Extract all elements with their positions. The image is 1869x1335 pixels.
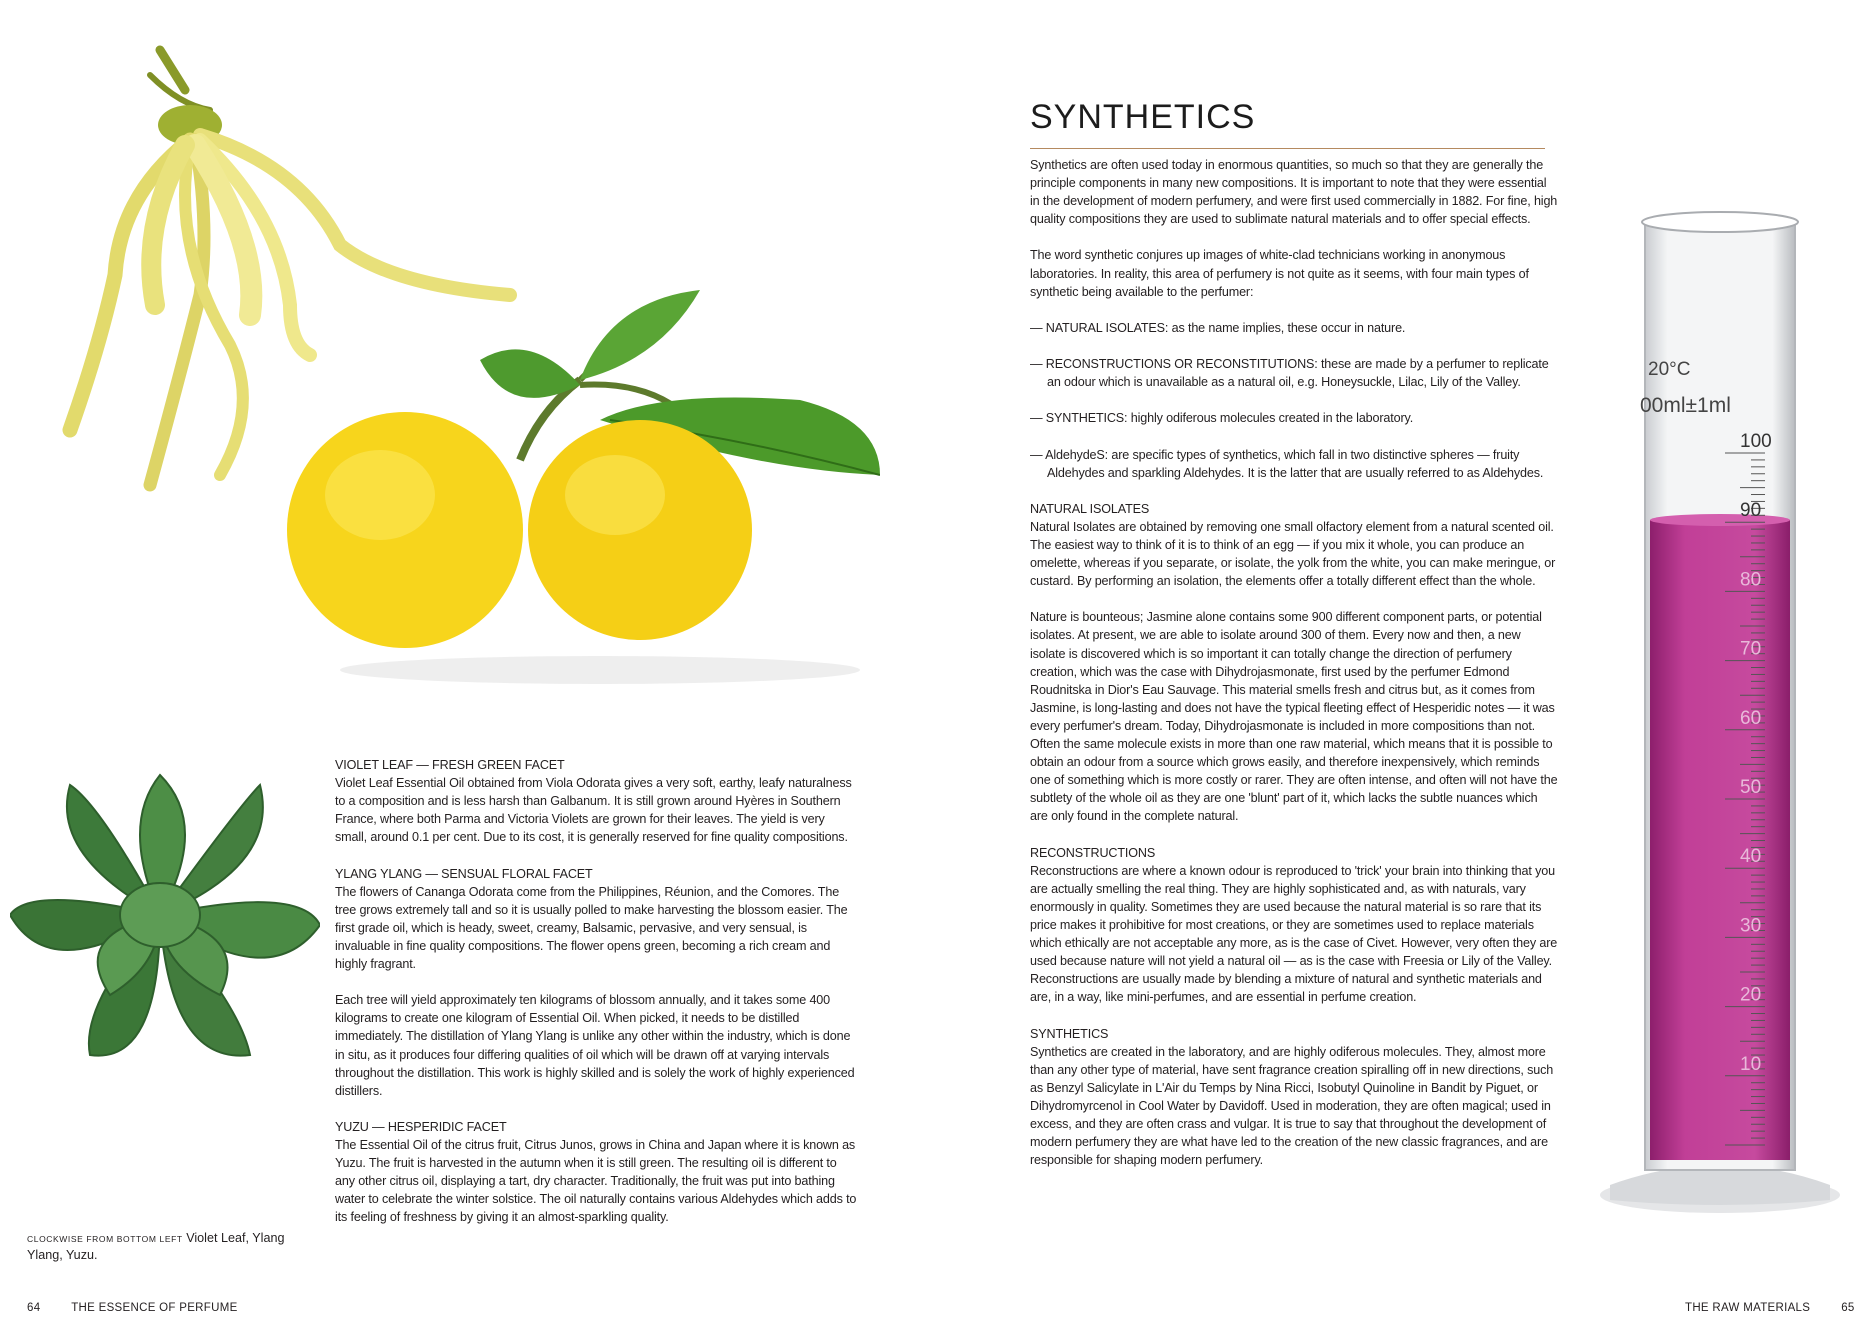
- section-paragraph: Reconstructions are where a known odour is reproduced to 'trick' your brain into thinking that you are actually smelling the real thing. They are highly sophisticated and, as with naturals, vary enormously in quality. Sometimes they are used because the natural material is so rare that its price makes it prohibitive for most creations, or they are sometimes used to replace materials which ethically are not acceptable any more, as is the case of Civet. However, very often they are used because nature will not yield a natural oil — as is the case with Freesia or Lily of the Valley. Reconstructions are usually made by blending a mixture of natural and synthetic materials and are, in a way, like mini-perfumes, and are essential in perfume creation.: [1030, 863, 1558, 1005]
- left-footer: [27, 1302, 238, 1314]
- caption-prefix: CLOCKWISE FROM BOTTOM LEFT: [27, 1234, 183, 1244]
- section-heading: NATURAL ISOLATES: [1030, 501, 1150, 516]
- section-heading: SYNTHETICS: [1030, 1026, 1109, 1041]
- section-paragraph: Nature is bounteous; Jasmine alone contains some 900 different component parts, or potential isolates. At present, we are able to isolate around 300 of them. Every now and then, a new isolate is discovered which is so important it can totally change the direction of perfumery creation, which was the case with Dihydrojasmonate, first used by the perfumer Edmond Roudnitska in Dior's Eau Sauvage. This material smells fresh and citrus but, as it comes from Jasmine, is long-lasting and does not have the typical fleeting effect of Hesperidic notes — it was every perfumer's dream. Today, Dihydrojasmonate is included in more compositions than not. Often the same molecule exists in more than one raw material, which means that it is possible to obtain an odour from a source which grows easily, and therefore inexpensively, which reminds one of something which is more costly or rarer. They are often intense, and often will not have the subtlety of the whole oil as they are one 'blunt' part of it, which lacks the subtle nuances which are only found in the complete natural.: [1030, 610, 1558, 824]
- section-reconstructions: [1030, 844, 1558, 1007]
- type-list-item: — SYNTHETICS: highly odiferous molecules created in the laboratory.: [1030, 411, 1414, 426]
- scale-label: 20: [1740, 984, 1762, 1006]
- title-rule: [1030, 148, 1545, 149]
- facet-heading: YLANG YLANG — SENSUAL FLORAL FACET: [335, 866, 593, 881]
- scale-label: 10: [1740, 1053, 1762, 1075]
- graduated-cylinder-image: [1590, 210, 1850, 1220]
- type-list-item: — NATURAL ISOLATES: as the name implies, these occur in nature.: [1030, 320, 1406, 335]
- page-number-left: 64: [27, 1302, 41, 1314]
- yuzu-fruit-image: [280, 290, 880, 690]
- section-paragraph: Synthetics are created in the laboratory, and are highly odiferous molecules. They, almost more than any other type of material, have sent fragrance creation spiralling off in new directions, such as Benzyl Salicylate in L'Air du Temps by Nina Ricci, Isobutyl Quinoline in Bandit by Piguet, or Dihydromyrcenol in Cool Water by Davidoff. Used in moderation, they are often magical; used in excess, and they are often crass and vulgar. It is true to say that throughout the development of modern perfumery they are what have led to the creation of the new classic fragrances, and are responsible for shaping modern perfumery.: [1030, 1044, 1554, 1168]
- caption-text: Violet Leaf, Ylang Ylang, Yuzu.: [27, 1231, 285, 1262]
- cylinder-volume-label: 00ml±1ml: [1640, 394, 1731, 417]
- scale-label: 60: [1740, 707, 1762, 729]
- synthetics-column: [1030, 156, 1558, 1187]
- page-title: SYNTHETICS: [1030, 98, 1256, 136]
- scale-label: 50: [1740, 777, 1762, 798]
- scale-label: 100: [1740, 431, 1772, 452]
- section-natural-isolates: [1030, 500, 1558, 590]
- facet-violet-leaf: [335, 756, 857, 846]
- running-title-left: THE ESSENCE OF PERFUME: [71, 1302, 238, 1314]
- scale-label: 30: [1740, 915, 1762, 937]
- facet-ylang-ylang-continued: Each tree will yield approximately ten kilograms of blossom annually, and it takes some 400 kilograms to create one kilogram of Essential Oil. When picked, it needs to be distilled immediately. The distillation of Ylang Ylang is unlike any other within the industry, which is done in situ, as it produces four differing qualities of oil which will be drawn off at varying intervals throughout the distillation. This work is highly skilled and is solely the work of highly experienced distillers.: [335, 993, 855, 1098]
- facet-heading: VIOLET LEAF — FRESH GREEN FACET: [335, 758, 565, 772]
- facet-yuzu: [335, 1118, 857, 1227]
- facet-paragraph: Violet Leaf Essential Oil obtained from Viola Odorata gives a very soft, earthy, leafy naturalness to a composition and is less harsh than Galbanum. It is still grown around Hyères in Southern France, where both Parma and Victoria Violets are grown for their leaves. The yield is very small, around 0.1 per cent. Due to its cost, it is generally reserved for fine quality compositions.: [335, 776, 852, 845]
- scale-label: 80: [1740, 569, 1762, 591]
- violet-leaf-image: [10, 765, 320, 1065]
- facet-heading: YUZU — HESPERIDIC FACET: [335, 1119, 507, 1134]
- right-footer: [1685, 1302, 1855, 1314]
- facets-column: [335, 756, 857, 1245]
- facet-paragraph: The Essential Oil of the citrus fruit, Citrus Junos, grows in China and Japan where it is known as Yuzu. The fruit is harvested in the autumn when it is still green. The resulting oil is different to any other citrus oil, displaying a tart, dry character. Traditionally, the fruit was put into bathing water to celebrate the winter solstice. The oil naturally contains various Aldehydes which adds to its feeling of freshness by giving it an almost-sparkling quality.: [335, 1137, 857, 1225]
- scale-label: 90: [1740, 500, 1762, 522]
- running-title-right: THE RAW MATERIALS: [1685, 1302, 1811, 1314]
- facet-paragraph: The flowers of Cananga Odorata come from the Philippines, Réunion, and the Comores. The tree grows extremely tall and so it is usually polled to make harvesting the blossom easier. The first grade oil, which is heady, sweet, creamy, Balsamic, pervasive, and very sensual, is invaluable in fine quality compositions. The flower opens green, becoming a rich cream and highly fragrant.: [335, 884, 848, 972]
- facet-ylang-ylang: [335, 865, 857, 974]
- image-caption: [27, 1230, 287, 1263]
- section-synthetics: [1030, 1025, 1558, 1170]
- type-list-item: — RECONSTRUCTIONS OR RECONSTITUTIONS: these are made by a perfumer to replicate an odour which is unavailable as a natural oil, e.g. Honeysuckle, Lilac, Lily of the Valley.: [1030, 357, 1549, 390]
- intro-paragraph: The word synthetic conjures up images of white-clad technicians working in anonymous laboratories. In reality, this area of perfumery is not quite as it seems, with four main types of synthetic being available to the perfumer:: [1030, 248, 1529, 299]
- section-paragraph: Natural Isolates are obtained by removing one small olfactory element from a natural scented oil. The easiest way to think of it is to think of an egg — if you mix it whole, you can produce an omelette, whereas if you separate, or isolate, the yolk from the white, you can make meringue, or custard. By performing an isolation, the elements offer a totally different effect than the whole.: [1030, 519, 1556, 589]
- type-list-item: — AldehydeS: are specific types of synthetics, which fall in two distinctive spheres — fruity Aldehydes and sparkling Aldehydes. It is the latter that are usually referred to as Aldehydes.: [1030, 447, 1544, 480]
- page-number-right: 65: [1841, 1302, 1855, 1314]
- section-heading: RECONSTRUCTIONS: [1030, 845, 1156, 860]
- scale-label: 70: [1740, 638, 1762, 660]
- cylinder-temp-label: 20°C: [1648, 359, 1691, 380]
- intro-paragraph: Synthetics are often used today in enormous quantities, so much so that they are generally the principle components in many new compositions. It is important to note that they were essential in the development of modern perfumery, and were first used commercially in 1882. For fine, high quality compositions they are used to sublimate natural materials and to offer special effects.: [1030, 158, 1558, 227]
- scale-label: 40: [1740, 846, 1762, 868]
